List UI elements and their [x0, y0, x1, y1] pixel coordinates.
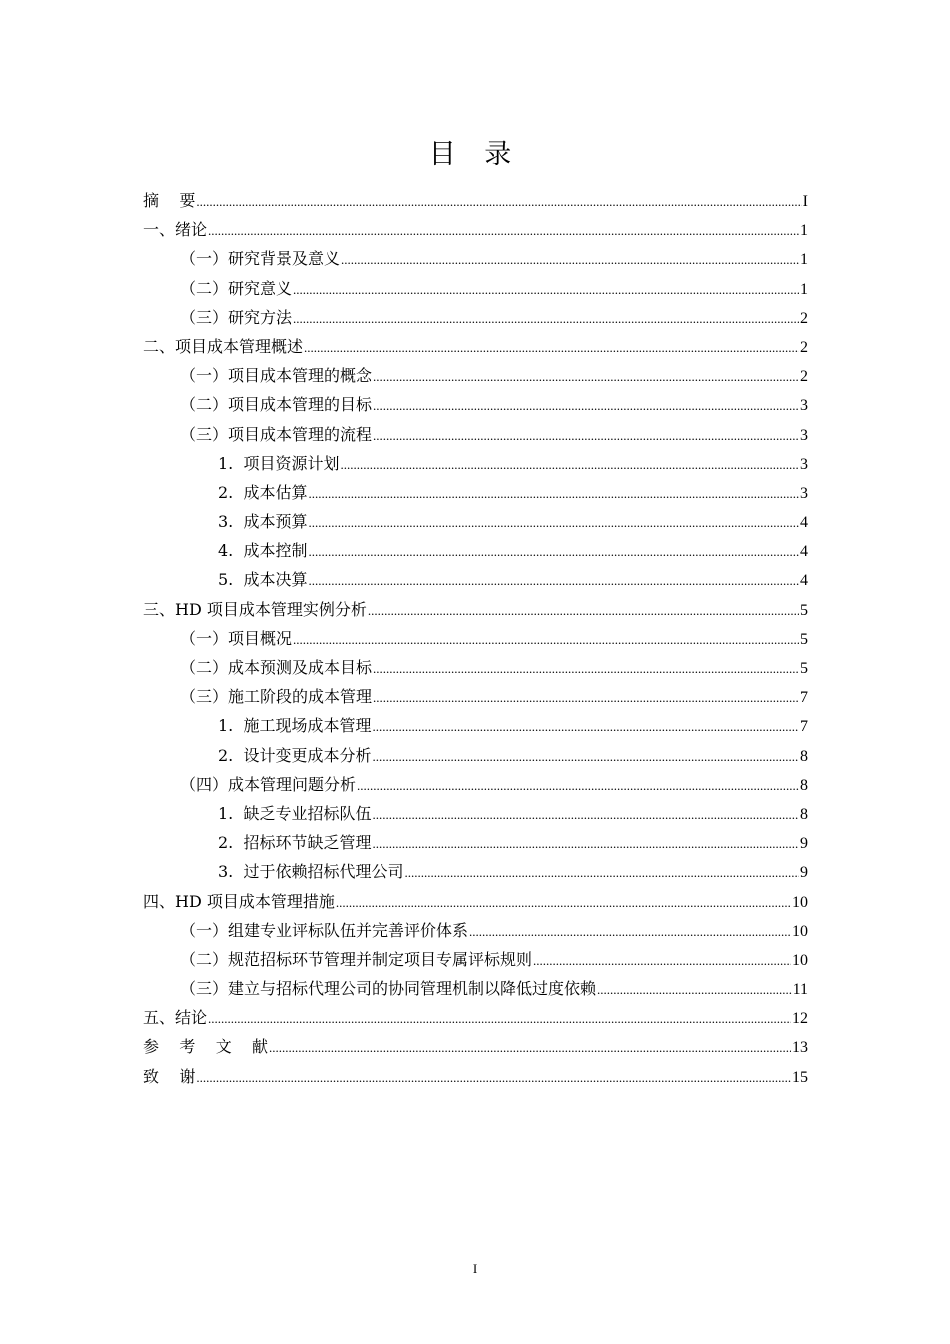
toc-entry-label: 4. 成本控制 — [218, 541, 308, 561]
toc-entry[interactable] — [143, 274, 808, 303]
toc-entry-page: 2 — [800, 309, 808, 327]
toc-entry[interactable] — [143, 624, 808, 653]
toc-entry-page: 9 — [800, 835, 808, 853]
toc-entry-page: 2 — [800, 338, 808, 356]
toc-entry-label: 二、项目成本管理概述 — [143, 336, 304, 356]
toc-entry-page: 7 — [800, 689, 808, 707]
toc-entry[interactable] — [143, 799, 808, 828]
toc-entry[interactable] — [143, 857, 808, 886]
toc-dot-leader — [373, 421, 799, 450]
toc-entry-page: 8 — [800, 776, 808, 794]
toc-entry-page: 10 — [792, 893, 808, 911]
toc-entry-label: 5. 成本决算 — [218, 570, 308, 590]
toc-dot-leader — [372, 800, 799, 829]
toc-dot-leader — [372, 742, 799, 771]
toc-entry[interactable] — [143, 449, 808, 478]
toc-entry-label: 3. 成本预算 — [218, 512, 308, 532]
toc-dot-leader — [308, 479, 799, 508]
toc-dot-leader — [196, 1063, 791, 1092]
toc-entry-label: （一）项目成本管理的概念 — [180, 366, 373, 386]
toc-dot-leader — [373, 362, 799, 391]
toc-entry-page: 1 — [800, 251, 808, 269]
toc-entry-page: 15 — [792, 1068, 808, 1086]
toc-entry-page: 8 — [800, 747, 808, 765]
toc-entry[interactable] — [143, 507, 808, 536]
toc-entry[interactable] — [143, 565, 808, 594]
toc-dot-leader — [208, 1004, 791, 1033]
toc-dot-leader — [308, 566, 799, 595]
toc-dot-leader — [308, 508, 799, 537]
toc-entry-label: 摘 要 — [143, 191, 196, 210]
toc-entry-label: 1. 施工现场成本管理 — [218, 716, 372, 736]
toc-entry-label: （二）项目成本管理的目标 — [180, 395, 373, 415]
toc-entry-page: 8 — [800, 805, 808, 823]
toc-entry[interactable] — [143, 244, 808, 273]
toc-entry-page: 10 — [792, 951, 808, 969]
toc-entry[interactable] — [143, 361, 808, 390]
toc-entry[interactable] — [143, 682, 808, 711]
toc-title: 目 录 — [428, 139, 522, 170]
toc-dot-leader — [340, 450, 799, 479]
toc-dot-leader — [372, 829, 799, 858]
toc-entry[interactable] — [143, 1032, 808, 1061]
toc-entry-label: 1. 项目资源计划 — [218, 453, 340, 473]
toc-dot-leader — [293, 304, 799, 333]
toc-entry-label: （二）研究意义 — [180, 278, 293, 298]
toc-entry[interactable] — [143, 770, 808, 799]
toc-entry-page: 4 — [800, 543, 808, 561]
toc-dot-leader — [336, 888, 791, 917]
toc-entry-label: （一）组建专业评标队伍并完善评价体系 — [180, 920, 469, 940]
toc-entry-page: 4 — [800, 572, 808, 590]
toc-dot-leader — [357, 771, 799, 800]
toc-dot-leader — [304, 333, 799, 362]
toc-entry-label: （四）成本管理问题分析 — [180, 774, 357, 794]
toc-entry-label: （二）规范招标环节管理并制定项目专属评标规则 — [180, 949, 533, 969]
toc-entry-label: 2. 设计变更成本分析 — [218, 745, 372, 765]
toc-dot-leader — [469, 917, 791, 946]
toc-entry-page: 4 — [800, 514, 808, 532]
page-number-footer: I — [472, 1261, 478, 1276]
toc-entry-page: 1 — [800, 222, 808, 240]
toc-entry-label: （三）建立与招标代理公司的协同管理机制以降低过度依赖 — [180, 979, 597, 999]
toc-entry-label: 1. 缺乏专业招标队伍 — [218, 803, 372, 823]
toc-dot-leader — [373, 654, 799, 683]
toc-entry-page: 3 — [800, 484, 808, 502]
toc-entry[interactable] — [143, 711, 808, 740]
toc-entry-label: 四、HD 项目成本管理措施 — [143, 891, 335, 911]
toc-dot-leader — [373, 683, 799, 712]
toc-entry-page: 5 — [800, 601, 808, 619]
toc-entry[interactable] — [143, 974, 808, 1003]
toc-dot-leader — [208, 216, 799, 245]
toc-entry-label: 参 考 文 献 — [143, 1037, 269, 1057]
toc-entry-label: （三）研究方法 — [180, 307, 293, 327]
table-of-contents — [143, 186, 808, 1091]
toc-entry-label: （一）研究背景及意义 — [180, 249, 341, 269]
toc-entry[interactable] — [143, 390, 808, 419]
toc-entry[interactable] — [143, 916, 808, 945]
toc-entry[interactable] — [143, 1062, 808, 1091]
toc-dot-leader — [597, 975, 792, 1004]
toc-entry-label: （三）施工阶段的成本管理 — [180, 687, 373, 707]
toc-entry[interactable] — [143, 332, 808, 361]
toc-entry[interactable] — [143, 215, 808, 244]
toc-dot-leader — [404, 858, 799, 887]
toc-entry-label: 2. 招标环节缺乏管理 — [218, 833, 372, 853]
toc-entry-page: 12 — [792, 1010, 808, 1028]
toc-entry[interactable] — [143, 595, 808, 624]
toc-entry[interactable] — [143, 741, 808, 770]
toc-entry-page: 13 — [792, 1039, 808, 1057]
toc-dot-leader — [533, 946, 791, 975]
toc-entry-label: （二）成本预测及成本目标 — [180, 658, 373, 677]
toc-entry-label: 三、HD 项目成本管理实例分析 — [143, 599, 367, 619]
toc-dot-leader — [368, 596, 799, 625]
toc-entry[interactable] — [143, 653, 808, 682]
toc-dot-leader — [341, 245, 799, 274]
toc-entry[interactable] — [143, 536, 808, 565]
toc-dot-leader — [372, 712, 799, 741]
toc-entry-label: 2. 成本估算 — [218, 482, 308, 502]
toc-entry-label: 3. 过于依赖招标代理公司 — [218, 862, 404, 882]
toc-entry-page: 10 — [792, 922, 808, 940]
toc-entry-label: 致 谢 — [143, 1066, 196, 1086]
toc-dot-leader — [293, 625, 799, 654]
toc-entry-page: 11 — [792, 981, 808, 999]
toc-entry-label: （三）项目成本管理的流程 — [180, 424, 373, 444]
toc-entry-page: 1 — [800, 280, 808, 298]
toc-entry[interactable] — [143, 945, 808, 974]
toc-entry-label: （一）项目概况 — [180, 628, 293, 648]
toc-entry[interactable] — [143, 303, 808, 332]
toc-entry-page: 5 — [800, 660, 808, 677]
toc-entry-page: I — [802, 193, 808, 210]
toc-entry-label: 一、绪论 — [143, 220, 208, 240]
toc-dot-leader — [373, 391, 799, 420]
toc-entry-page: 7 — [800, 718, 808, 736]
toc-entry-page: 5 — [800, 630, 808, 648]
toc-entry[interactable] — [143, 186, 808, 215]
toc-entry-page: 3 — [800, 426, 808, 444]
toc-entry[interactable] — [143, 420, 808, 449]
toc-entry[interactable] — [143, 478, 808, 507]
toc-entry-page: 9 — [800, 864, 808, 882]
toc-dot-leader — [308, 537, 799, 566]
toc-dot-leader — [196, 187, 801, 216]
toc-entry-page: 3 — [800, 397, 808, 415]
toc-entry-page: 3 — [800, 455, 808, 473]
toc-entry-label: 五、结论 — [143, 1008, 208, 1028]
toc-entry[interactable] — [143, 1003, 808, 1032]
toc-entry[interactable] — [143, 828, 808, 857]
toc-entry[interactable] — [143, 887, 808, 916]
toc-dot-leader — [293, 275, 799, 304]
toc-entry-page: 2 — [800, 368, 808, 386]
toc-dot-leader — [269, 1033, 791, 1062]
